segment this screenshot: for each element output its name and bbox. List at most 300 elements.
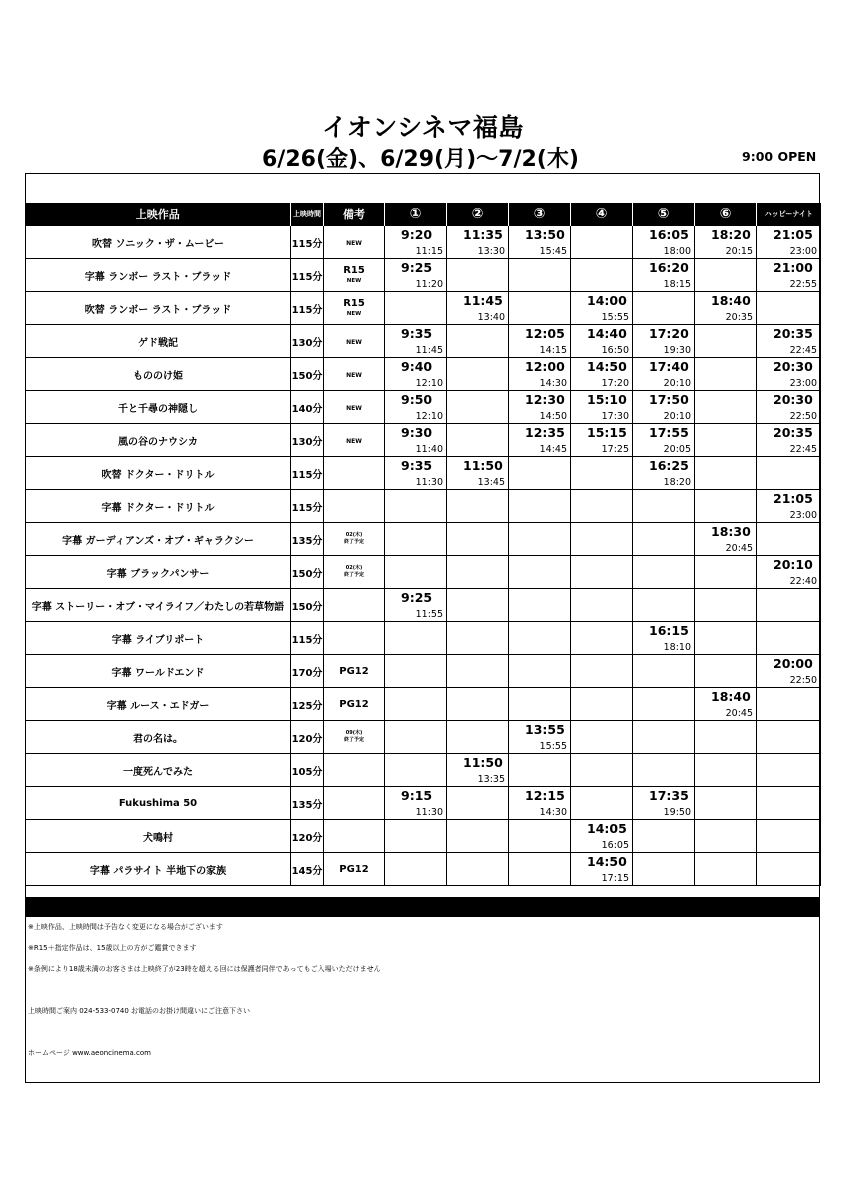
showtime-slot-6 [695,655,757,688]
start-time: 9:35 [401,326,433,341]
start-time: 14:00 [587,293,627,308]
showtime-slot-3 [509,523,571,556]
end-time: 17:25 [601,444,629,455]
end-time: 23:00 [789,510,817,521]
showtime-happy-night [757,622,821,655]
showtime-happy-night [757,424,821,457]
showtime-slot-1 [385,787,447,820]
showtime-slot-3 [509,424,571,457]
start-time: 11:50 [463,755,503,770]
film-duration: 130分 [291,424,324,457]
col-duration: 上映時間 [291,203,324,226]
showtime-slot-2 [447,655,509,688]
showtime-slot-3 [509,688,571,721]
film-note [324,688,385,721]
end-time: 23:00 [789,246,817,257]
showtime-slot-6 [695,688,757,721]
note-label: R15 [343,298,365,309]
start-time: 18:20 [711,227,751,242]
start-time: 16:05 [649,227,689,242]
film-title: 字幕 ワールドエンド [26,655,291,688]
start-time: 17:20 [649,326,689,341]
showtime-slot-1 [385,721,447,754]
film-note [324,457,385,490]
end-time: 22:45 [789,345,817,356]
end-time: 12:10 [415,411,443,422]
note-label: 09(木) [345,730,363,736]
end-time: 20:10 [663,378,691,389]
showtime-happy-night [757,754,821,787]
film-title: 吹替 ソニック・ザ・ムービー [26,226,291,259]
col-slot-3: ③ [509,203,571,226]
end-time: 20:05 [663,444,691,455]
table-row [26,754,821,787]
header-row [26,203,821,226]
film-duration: 115分 [291,622,324,655]
start-time: 11:35 [463,227,503,242]
showtime-slot-6 [695,589,757,622]
note-end-label: 終了予定 [343,737,364,743]
showtime-slot-3 [509,556,571,589]
end-time: 19:30 [663,345,691,356]
start-time: 20:35 [773,425,813,440]
start-time: 11:50 [463,458,503,473]
showtime-slot-6 [695,358,757,391]
end-time: 12:10 [415,378,443,389]
film-title: 千と千尋の神隠し [26,391,291,424]
film-note [324,754,385,787]
showtime-slot-2 [447,325,509,358]
end-time: 16:05 [601,840,629,851]
showtime-slot-1 [385,457,447,490]
end-time: 18:15 [663,279,691,290]
showtime-slot-1 [385,523,447,556]
end-time: 20:15 [725,246,753,257]
end-time: 14:15 [539,345,567,356]
footer-bar [25,897,820,917]
start-time: 12:00 [525,359,565,374]
showtime-slot-2 [447,787,509,820]
film-note [324,589,385,622]
film-title: 一度死んでみた [26,754,291,787]
showtime-slot-6 [695,556,757,589]
start-time: 9:35 [401,458,433,473]
showtime-slot-5 [633,688,695,721]
start-time: 21:05 [773,227,813,242]
notice-r15: ※R15＋指定作品は、15歳以上の方がご鑑賞できます [28,944,197,952]
showtime-slot-2 [447,556,509,589]
start-time: 14:50 [587,359,627,374]
showtime-slot-2 [447,457,509,490]
showtime-happy-night [757,721,821,754]
showtime-slot-4 [571,523,633,556]
showtime-slot-2 [447,688,509,721]
table-row [26,787,821,820]
start-time: 13:55 [525,722,565,737]
end-time: 11:15 [415,246,443,257]
col-slot-2: ② [447,203,509,226]
film-title: 字幕 ドクター・ドリトル [26,490,291,523]
start-time: 15:15 [587,425,627,440]
film-title: 犬鳴村 [26,820,291,853]
col-film: 上映作品 [26,203,291,226]
start-time: 20:10 [773,557,813,572]
end-time: 20:10 [663,411,691,422]
showtime-happy-night [757,490,821,523]
start-time: 12:15 [525,788,565,803]
start-time: 20:30 [773,359,813,374]
table-row [26,292,821,325]
col-note: 備考 [324,203,385,226]
table-row [26,688,821,721]
start-time: 17:40 [649,359,689,374]
showtime-slot-6 [695,622,757,655]
film-note [324,325,385,358]
showtime-slot-1 [385,754,447,787]
showtime-slot-1 [385,325,447,358]
end-time: 14:30 [539,807,567,818]
showtime-slot-1 [385,853,447,886]
film-duration: 125分 [291,688,324,721]
showtime-slot-3 [509,589,571,622]
end-time: 17:20 [601,378,629,389]
showtime-happy-night [757,523,821,556]
showtime-happy-night [757,358,821,391]
end-time: 11:30 [415,477,443,488]
showtime-slot-2 [447,424,509,457]
showtime-slot-3 [509,358,571,391]
showtime-slot-5 [633,589,695,622]
showtime-slot-2 [447,259,509,292]
start-time: 20:35 [773,326,813,341]
start-time: 18:40 [711,293,751,308]
showtime-slot-3 [509,490,571,523]
showtime-slot-1 [385,226,447,259]
start-time: 9:30 [401,425,433,440]
showtime-slot-6 [695,325,757,358]
film-note [324,556,385,589]
end-time: 15:55 [601,312,629,323]
film-duration: 150分 [291,556,324,589]
showtime-slot-5 [633,457,695,490]
film-note [324,490,385,523]
start-time: 20:30 [773,392,813,407]
end-time: 13:35 [477,774,505,785]
film-duration: 130分 [291,325,324,358]
table-row [26,358,821,391]
showtime-happy-night [757,325,821,358]
schedule-table-wrap [25,203,820,886]
showtime-slot-6 [695,226,757,259]
showtime-slot-1 [385,292,447,325]
start-time: 14:50 [587,854,627,869]
phone-info: 上映時間ご案内 024-533-0740 お電話のお掛け間違いにご注意下さい [28,1007,251,1015]
note-label: NEW [346,338,362,346]
end-time: 22:55 [789,279,817,290]
showtime-slot-3 [509,325,571,358]
start-time: 16:25 [649,458,689,473]
end-time: 11:40 [415,444,443,455]
note-label: PG12 [339,863,369,875]
showtime-slot-4 [571,391,633,424]
film-title: 字幕 ライブリポート [26,622,291,655]
showtime-slot-5 [633,556,695,589]
film-title: 君の名は。 [26,721,291,754]
end-time: 13:40 [477,312,505,323]
showtime-slot-3 [509,787,571,820]
end-time: 16:50 [601,345,629,356]
showtime-slot-5 [633,226,695,259]
start-time: 9:50 [401,392,433,407]
note-label: 02(木) [345,565,363,571]
showtime-slot-5 [633,523,695,556]
table-row [26,259,821,292]
start-time: 16:15 [649,623,689,638]
film-duration: 115分 [291,226,324,259]
showtime-slot-4 [571,424,633,457]
showtime-slot-5 [633,787,695,820]
end-time: 20:45 [725,543,753,554]
showtime-slot-1 [385,424,447,457]
showtime-slot-5 [633,424,695,457]
showtime-happy-night [757,259,821,292]
film-title: 字幕 ブラックパンサー [26,556,291,589]
film-title: もののけ姫 [26,358,291,391]
showtime-slot-4 [571,292,633,325]
col-slot-1: ① [385,203,447,226]
film-duration: 135分 [291,787,324,820]
showtime-slot-5 [633,655,695,688]
film-title: 字幕 ストーリー・オブ・マイライフ／わたしの若草物語 [26,589,291,622]
table-row [26,490,821,523]
showtime-slot-1 [385,688,447,721]
film-title: 吹替 ドクター・ドリトル [26,457,291,490]
showtime-slot-1 [385,655,447,688]
showtime-slot-4 [571,754,633,787]
schedule-table [25,203,821,886]
start-time: 9:40 [401,359,433,374]
end-time: 13:30 [477,246,505,257]
end-time: 22:40 [789,576,817,587]
showtime-slot-6 [695,787,757,820]
showtime-happy-night [757,820,821,853]
film-duration: 170分 [291,655,324,688]
end-time: 11:45 [415,345,443,356]
end-time: 11:55 [415,609,443,620]
film-duration: 135分 [291,523,324,556]
showtime-slot-4 [571,688,633,721]
film-duration: 105分 [291,754,324,787]
film-duration: 145分 [291,853,324,886]
film-duration: 120分 [291,721,324,754]
table-row [26,589,821,622]
showtime-happy-night [757,226,821,259]
showtime-slot-6 [695,721,757,754]
table-row [26,391,821,424]
showtime-slot-3 [509,721,571,754]
film-note [324,391,385,424]
showtime-happy-night [757,391,821,424]
showtime-slot-1 [385,391,447,424]
showtime-slot-4 [571,226,633,259]
film-title: 風の谷のナウシカ [26,424,291,457]
page-title: イオンシネマ福島 [322,113,524,142]
showtime-slot-1 [385,589,447,622]
end-time: 22:50 [789,675,817,686]
note-end-label: 終了予定 [343,539,364,545]
showtime-slot-6 [695,424,757,457]
showtime-happy-night [757,292,821,325]
showtime-slot-1 [385,556,447,589]
note-label: PG12 [339,698,369,710]
showtime-slot-5 [633,721,695,754]
end-time: 18:10 [663,642,691,653]
showtime-slot-6 [695,523,757,556]
film-note [324,655,385,688]
showtime-slot-5 [633,391,695,424]
showtime-slot-3 [509,391,571,424]
film-title: 吹替 ランボー ラスト・ブラッド [26,292,291,325]
showtime-happy-night [757,457,821,490]
start-time: 13:50 [525,227,565,242]
end-time: 14:50 [539,411,567,422]
note-label: 02(木) [345,532,363,538]
table-row [26,622,821,655]
showtime-slot-4 [571,721,633,754]
showtime-slot-4 [571,787,633,820]
showtime-slot-3 [509,292,571,325]
showtime-slot-2 [447,523,509,556]
film-title: 字幕 ガーディアンズ・オブ・ギャラクシー [26,523,291,556]
end-time: 22:45 [789,444,817,455]
note-new-badge: NEW [346,278,362,284]
note-label: PG12 [339,665,369,677]
showtime-slot-2 [447,292,509,325]
film-duration: 120分 [291,820,324,853]
showtime-slot-4 [571,853,633,886]
showtime-slot-4 [571,259,633,292]
end-time: 13:45 [477,477,505,488]
end-time: 18:00 [663,246,691,257]
start-time: 14:05 [587,821,627,836]
end-time: 17:15 [601,873,629,884]
showtime-slot-4 [571,655,633,688]
end-time: 19:50 [663,807,691,818]
table-row [26,424,821,457]
table-row [26,523,821,556]
film-title: 字幕 ランボー ラスト・ブラッド [26,259,291,292]
start-time: 18:30 [711,524,751,539]
showtime-slot-2 [447,490,509,523]
showtime-happy-night [757,853,821,886]
start-time: 16:20 [649,260,689,275]
start-time: 17:55 [649,425,689,440]
note-label: R15 [343,265,365,276]
showtime-slot-5 [633,754,695,787]
showtime-slot-2 [447,754,509,787]
end-time: 22:50 [789,411,817,422]
end-time: 11:20 [415,279,443,290]
showtime-slot-3 [509,259,571,292]
note-label: NEW [346,239,362,247]
showtime-slot-4 [571,589,633,622]
note-label: NEW [346,371,362,379]
showtime-slot-5 [633,292,695,325]
start-time: 11:45 [463,293,503,308]
showtime-slot-4 [571,622,633,655]
showtime-slot-6 [695,820,757,853]
start-time: 12:05 [525,326,565,341]
showtime-slot-2 [447,853,509,886]
film-note [324,358,385,391]
end-time: 18:20 [663,477,691,488]
col-slot-4: ④ [571,203,633,226]
table-row [26,721,821,754]
film-note [324,226,385,259]
showtime-happy-night [757,787,821,820]
end-time: 20:45 [725,708,753,719]
showtime-slot-5 [633,358,695,391]
end-time: 17:30 [601,411,629,422]
showtime-slot-3 [509,754,571,787]
showtime-slot-1 [385,358,447,391]
film-duration: 115分 [291,457,324,490]
showtime-slot-1 [385,820,447,853]
end-time: 11:30 [415,807,443,818]
col-slot-6: ⑥ [695,203,757,226]
start-time: 12:35 [525,425,565,440]
showtime-slot-6 [695,259,757,292]
showtime-happy-night [757,655,821,688]
start-time: 9:25 [401,260,433,275]
schedule-body [26,226,821,886]
showtime-slot-6 [695,292,757,325]
showtime-slot-4 [571,556,633,589]
showtime-slot-2 [447,391,509,424]
start-time: 9:20 [401,227,433,242]
showtime-slot-4 [571,325,633,358]
end-time: 15:55 [539,741,567,752]
film-title: 字幕 ルース・エドガー [26,688,291,721]
film-title: Fukushima 50 [26,787,291,820]
date-range: 6/26(金)、6/29(月)〜7/2(木) [262,147,579,172]
film-note [324,622,385,655]
open-time: 9:00 OPEN [742,149,817,164]
showtime-slot-2 [447,820,509,853]
film-note [324,721,385,754]
note-label: NEW [346,404,362,412]
showtime-slot-2 [447,589,509,622]
showtime-slot-6 [695,754,757,787]
start-time: 17:50 [649,392,689,407]
showtime-slot-6 [695,490,757,523]
homepage-link[interactable]: ホームページ www.aeoncinema.com [28,1049,151,1057]
note-label: NEW [346,437,362,445]
start-time: 12:30 [525,392,565,407]
film-note [324,820,385,853]
showtime-slot-3 [509,853,571,886]
film-duration: 140分 [291,391,324,424]
col-slot-5: ⑤ [633,203,695,226]
table-row [26,820,821,853]
showtime-slot-1 [385,622,447,655]
note-new-badge: NEW [346,311,362,317]
film-note [324,259,385,292]
note-end-label: 終了予定 [343,572,364,578]
table-row [26,325,821,358]
showtime-slot-5 [633,820,695,853]
film-note [324,523,385,556]
